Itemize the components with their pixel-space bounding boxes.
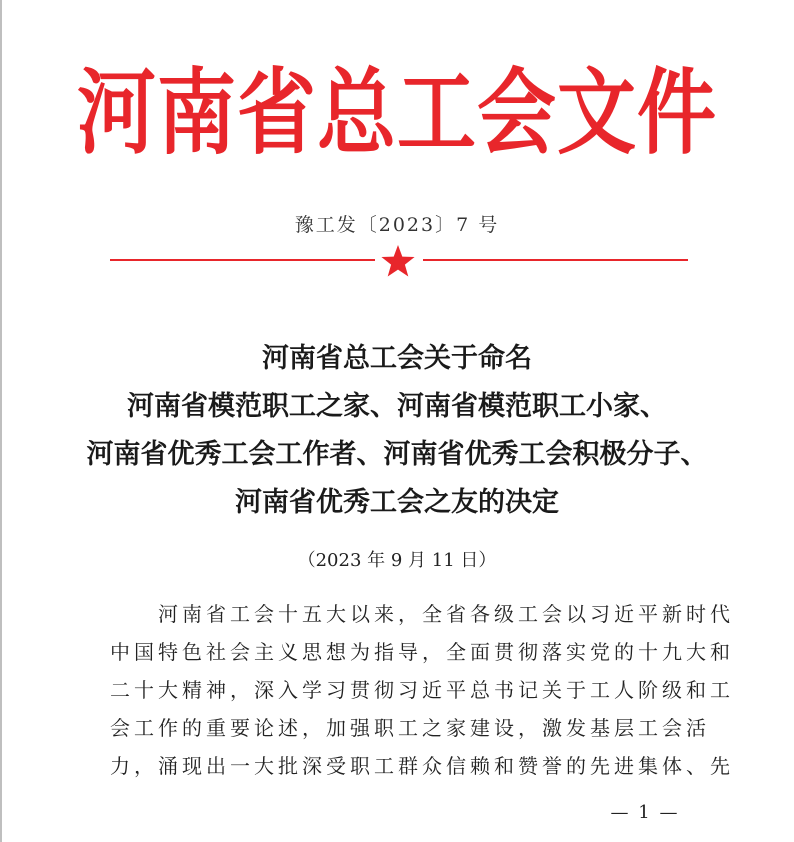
- body-line-3: 二十大精神，深入学习贯彻习近平总书记关于工人阶级和工: [110, 678, 734, 702]
- body-line-2: 中国特色社会主义思想为指导，全面贯彻落实党的十九大和: [110, 640, 734, 664]
- red-star-icon: [380, 244, 416, 278]
- title-line-3: 河南省优秀工会工作者、河南省优秀工会积极分子、: [86, 439, 708, 470]
- body-line-1: 河南省工会十五大以来，全省各级工会以习近平新时代: [110, 602, 734, 626]
- document-title: [0, 335, 794, 527]
- body-line-5: 力，涌现出一大批深受职工群众信赖和赞誉的先进集体、先: [110, 754, 734, 778]
- title-line-4: 河南省优秀工会之友的决定: [235, 487, 559, 518]
- red-divider-left: [110, 259, 375, 261]
- red-divider-right: [423, 259, 688, 261]
- title-line-2: 河南省模范职工之家、河南省模范职工小家、: [127, 391, 667, 422]
- body-paragraph: [110, 595, 734, 785]
- body-line-4: 会工作的重要论述，加强职工之家建设，激发基层工会活: [110, 716, 710, 740]
- title-line-1: 河南省总工会关于命名: [262, 343, 532, 374]
- page-number: — 1 —: [610, 802, 680, 823]
- document-date: （2023 年 9 月 11 日）: [297, 550, 497, 571]
- document-masthead: 河南省总工会文件: [77, 58, 717, 168]
- document-number: 豫工发〔2023〕7 号: [294, 214, 500, 236]
